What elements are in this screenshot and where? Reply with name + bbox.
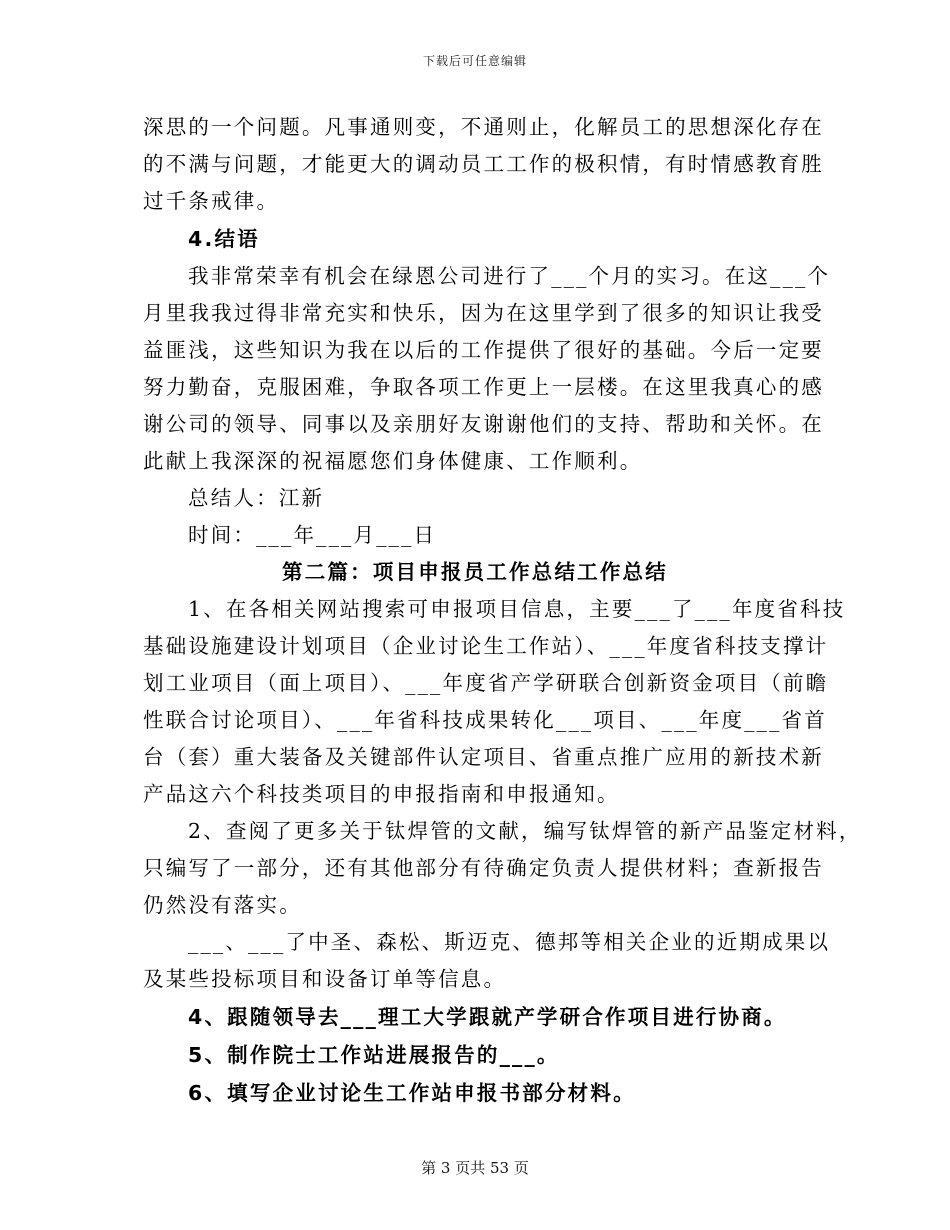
list-item-bold: 5、制作院士工作站进展报告的___。 xyxy=(188,1043,560,1067)
body-line: 月里我我过得非常充实和快乐，因为在这里学到了很多的知识让我受 xyxy=(143,301,824,325)
body-line: 台（套）重大装备及关键部件认定项目、省重点推广应用的新技术新 xyxy=(143,745,824,769)
body-line: 我非常荣幸有机会在绿恩公司进行了___个月的实习。在这___个 xyxy=(188,264,831,288)
body-line: 1、在各相关网站搜索可申报项目信息，主要___了___年度省科技 xyxy=(188,597,846,621)
list-item-bold: 6、填写企业讨论生工作站申报书部分材料。 xyxy=(188,1081,636,1105)
body-line: 性联合讨论项目）、___年省科技成果转化___项目、___年度___省首 xyxy=(143,708,827,732)
author-line: 总结人：江新 xyxy=(188,486,325,510)
list-item-bold: 4、跟随领导去___理工大学跟就产学研合作项目进行协商。 xyxy=(188,1005,787,1029)
body-line: 2、查阅了更多关于钛焊管的文献，编写钛焊管的新产品鉴定材料， xyxy=(188,819,862,843)
body-line: 谢公司的领导、同事以及亲朋好友谢谢他们的支持、帮助和关怀。在 xyxy=(143,412,824,436)
body-line: 此献上我深深的祝福愿您们身体健康、工作顺利。 xyxy=(143,449,643,473)
date-line: 时间：___年___月___日 xyxy=(188,523,437,547)
body-line: 的不满与问题，才能更大的调动员工工作的极积情，有时情感教育胜 xyxy=(143,152,824,176)
body-line: 深思的一个问题。凡事通则变，不通则止，化解员工的思想深化存在 xyxy=(143,115,824,139)
body-line: 只编写了一部分，还有其他部分有待确定负责人提供材料；查新报告 xyxy=(143,856,824,880)
page-header: 下载后可任意编辑 xyxy=(422,54,527,68)
body-line: 基础设施建设计划项目（企业讨论生工作站）、___年度省科技支撑计 xyxy=(143,634,829,658)
body-line: ___、___了中圣、森松、斯迈克、德邦等相关企业的近期成果以 xyxy=(188,930,831,954)
body-line: 过千条戒律。 xyxy=(143,189,280,213)
body-line: 及某些投标项目和设备订单等信息。 xyxy=(143,967,507,991)
body-line: 益匪浅，这些知识为我在以后的工作提供了很好的基础。今后一定要 xyxy=(143,338,824,362)
section-heading: 4.结语 xyxy=(188,227,260,251)
body-line: 划工业项目（面上项目）、___年度省产学研联合创新资金项目（前瞻 xyxy=(143,671,829,695)
body-line: 努力勤奋，克服困难，争取各项工作更上一层楼。在这里我真心的感 xyxy=(143,375,824,399)
body-line: 仍然没有落实。 xyxy=(143,893,302,917)
chapter-title: 第二篇：项目申报员工作总结工作总结 xyxy=(282,560,668,584)
page-footer: 第 3 页共 53 页 xyxy=(421,1159,529,1177)
body-line: 产品这六个科技类项目的申报指南和申报通知。 xyxy=(143,782,620,806)
